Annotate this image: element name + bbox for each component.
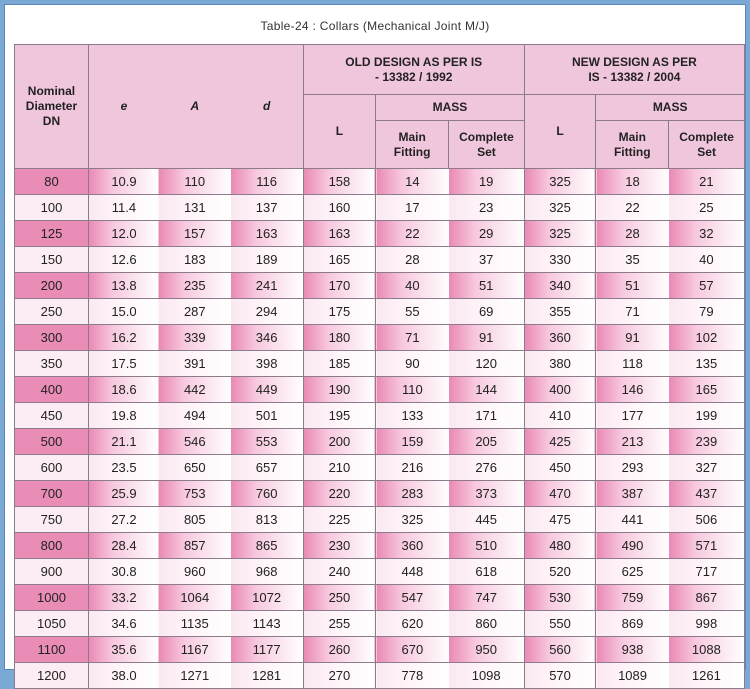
cell-A: 1271: [159, 663, 231, 689]
cell-new-L: 325: [524, 221, 596, 247]
cell-old-L: 200: [303, 429, 376, 455]
cell-A: 546: [159, 429, 231, 455]
cell-A: 753: [159, 481, 231, 507]
cell-new-complete-set: 57: [669, 273, 745, 299]
cell-old-complete-set: 69: [449, 299, 525, 325]
cell-A: 391: [159, 351, 231, 377]
cell-dn: 450: [15, 403, 89, 429]
cell-d: 189: [231, 247, 304, 273]
table-row: [15, 585, 745, 611]
cell-A: 183: [159, 247, 231, 273]
cell-old-L: 220: [303, 481, 376, 507]
cell-new-complete-set: 25: [669, 195, 745, 221]
cell-new-complete-set: 32: [669, 221, 745, 247]
cell-old-main-fitting: 778: [376, 663, 449, 689]
header-e: e: [88, 45, 159, 169]
cell-old-L: 158: [303, 169, 376, 195]
cell-dn: 600: [15, 455, 89, 481]
cell-new-L: 380: [524, 351, 596, 377]
cell-e: 21.1: [88, 429, 159, 455]
cell-A: 960: [159, 559, 231, 585]
cell-d: 137: [231, 195, 304, 221]
cell-old-L: 160: [303, 195, 376, 221]
cell-d: 865: [231, 533, 304, 559]
cell-e: 23.5: [88, 455, 159, 481]
cell-old-L: 165: [303, 247, 376, 273]
cell-old-L: 225: [303, 507, 376, 533]
cell-e: 35.6: [88, 637, 159, 663]
cell-old-L: 185: [303, 351, 376, 377]
table-row: [15, 507, 745, 533]
table-row: [15, 351, 745, 377]
cell-old-main-fitting: 620: [376, 611, 449, 637]
cell-new-main-fitting: 22: [596, 195, 669, 221]
table-row: [15, 533, 745, 559]
cell-A: 494: [159, 403, 231, 429]
cell-new-main-fitting: 869: [596, 611, 669, 637]
cell-new-complete-set: 165: [669, 377, 745, 403]
table-row: [15, 663, 745, 689]
cell-A: 339: [159, 325, 231, 351]
cell-old-main-fitting: 28: [376, 247, 449, 273]
cell-new-main-fitting: 51: [596, 273, 669, 299]
cell-A: 157: [159, 221, 231, 247]
cell-new-L: 570: [524, 663, 596, 689]
cell-d: 241: [231, 273, 304, 299]
cell-new-main-fitting: 35: [596, 247, 669, 273]
cell-new-main-fitting: 146: [596, 377, 669, 403]
cell-new-L: 530: [524, 585, 596, 611]
header-new-L: L: [524, 95, 596, 169]
cell-old-complete-set: 19: [449, 169, 525, 195]
cell-dn: 150: [15, 247, 89, 273]
cell-d: 449: [231, 377, 304, 403]
cell-d: 1281: [231, 663, 304, 689]
cell-old-complete-set: 276: [449, 455, 525, 481]
cell-old-main-fitting: 90: [376, 351, 449, 377]
header-old-complete-set: Complete Set: [449, 121, 525, 169]
cell-e: 28.4: [88, 533, 159, 559]
cell-old-complete-set: 510: [449, 533, 525, 559]
cell-new-main-fitting: 28: [596, 221, 669, 247]
cell-new-L: 480: [524, 533, 596, 559]
cell-new-complete-set: 135: [669, 351, 745, 377]
cell-old-L: 190: [303, 377, 376, 403]
cell-old-complete-set: 373: [449, 481, 525, 507]
cell-dn: 80: [15, 169, 89, 195]
cell-d: 398: [231, 351, 304, 377]
cell-old-complete-set: 23: [449, 195, 525, 221]
cell-old-L: 255: [303, 611, 376, 637]
cell-new-L: 400: [524, 377, 596, 403]
cell-old-complete-set: 618: [449, 559, 525, 585]
table-row: [15, 481, 745, 507]
cell-old-main-fitting: 110: [376, 377, 449, 403]
cell-A: 110: [159, 169, 231, 195]
cell-new-complete-set: 239: [669, 429, 745, 455]
table-row: [15, 273, 745, 299]
cell-old-complete-set: 37: [449, 247, 525, 273]
cell-new-complete-set: 199: [669, 403, 745, 429]
cell-old-main-fitting: 670: [376, 637, 449, 663]
cell-old-complete-set: 950: [449, 637, 525, 663]
table-row: [15, 559, 745, 585]
cell-old-complete-set: 1098: [449, 663, 525, 689]
cell-dn: 1050: [15, 611, 89, 637]
cell-new-complete-set: 327: [669, 455, 745, 481]
header-old-design: OLD DESIGN AS PER IS - 13382 / 1992: [303, 45, 524, 95]
cell-new-complete-set: 437: [669, 481, 745, 507]
cell-new-L: 470: [524, 481, 596, 507]
cell-new-main-fitting: 18: [596, 169, 669, 195]
cell-A: 650: [159, 455, 231, 481]
cell-new-L: 340: [524, 273, 596, 299]
cell-new-L: 520: [524, 559, 596, 585]
collars-table: [14, 44, 745, 689]
table-row: [15, 455, 745, 481]
cell-new-main-fitting: 625: [596, 559, 669, 585]
cell-d: 657: [231, 455, 304, 481]
table-row: [15, 403, 745, 429]
cell-A: 805: [159, 507, 231, 533]
cell-old-main-fitting: 547: [376, 585, 449, 611]
cell-dn: 500: [15, 429, 89, 455]
cell-new-L: 325: [524, 195, 596, 221]
cell-A: 1135: [159, 611, 231, 637]
header-new-design: NEW DESIGN AS PER IS - 13382 / 2004: [524, 45, 744, 95]
cell-new-main-fitting: 759: [596, 585, 669, 611]
cell-e: 11.4: [88, 195, 159, 221]
table-row: [15, 221, 745, 247]
cell-old-main-fitting: 325: [376, 507, 449, 533]
cell-old-L: 170: [303, 273, 376, 299]
cell-e: 34.6: [88, 611, 159, 637]
header-old-mass: MASS: [376, 95, 525, 121]
cell-e: 27.2: [88, 507, 159, 533]
cell-d: 760: [231, 481, 304, 507]
cell-e: 18.6: [88, 377, 159, 403]
table-row: [15, 169, 745, 195]
cell-A: 1167: [159, 637, 231, 663]
cell-new-complete-set: 506: [669, 507, 745, 533]
cell-old-main-fitting: 159: [376, 429, 449, 455]
cell-old-L: 175: [303, 299, 376, 325]
cell-dn: 700: [15, 481, 89, 507]
cell-old-L: 163: [303, 221, 376, 247]
cell-new-complete-set: 1261: [669, 663, 745, 689]
table-row: [15, 195, 745, 221]
cell-new-complete-set: 571: [669, 533, 745, 559]
header-new-mass: MASS: [596, 95, 745, 121]
header-new-main-fitting: Main Fitting: [596, 121, 669, 169]
cell-old-main-fitting: 133: [376, 403, 449, 429]
cell-old-L: 195: [303, 403, 376, 429]
cell-old-L: 250: [303, 585, 376, 611]
header-new-complete-set: Complete Set: [669, 121, 745, 169]
cell-old-main-fitting: 448: [376, 559, 449, 585]
cell-new-complete-set: 21: [669, 169, 745, 195]
cell-dn: 100: [15, 195, 89, 221]
cell-e: 15.0: [88, 299, 159, 325]
cell-old-L: 270: [303, 663, 376, 689]
cell-d: 294: [231, 299, 304, 325]
cell-A: 857: [159, 533, 231, 559]
cell-A: 131: [159, 195, 231, 221]
cell-dn: 300: [15, 325, 89, 351]
cell-dn: 250: [15, 299, 89, 325]
cell-new-complete-set: 102: [669, 325, 745, 351]
cell-e: 38.0: [88, 663, 159, 689]
cell-old-complete-set: 445: [449, 507, 525, 533]
cell-d: 346: [231, 325, 304, 351]
cell-new-L: 410: [524, 403, 596, 429]
cell-d: 501: [231, 403, 304, 429]
cell-old-main-fitting: 360: [376, 533, 449, 559]
cell-new-L: 425: [524, 429, 596, 455]
cell-new-main-fitting: 177: [596, 403, 669, 429]
cell-new-main-fitting: 71: [596, 299, 669, 325]
cell-d: 1072: [231, 585, 304, 611]
table-body: [15, 169, 745, 689]
cell-e: 13.8: [88, 273, 159, 299]
cell-e: 16.2: [88, 325, 159, 351]
cell-old-complete-set: 171: [449, 403, 525, 429]
cell-dn: 1100: [15, 637, 89, 663]
cell-old-complete-set: 747: [449, 585, 525, 611]
cell-d: 968: [231, 559, 304, 585]
cell-A: 235: [159, 273, 231, 299]
cell-new-main-fitting: 387: [596, 481, 669, 507]
cell-new-main-fitting: 213: [596, 429, 669, 455]
cell-new-L: 360: [524, 325, 596, 351]
cell-dn: 900: [15, 559, 89, 585]
cell-old-L: 230: [303, 533, 376, 559]
table-caption: Table-24 : Collars (Mechanical Joint M/J): [260, 19, 490, 33]
cell-new-complete-set: 1088: [669, 637, 745, 663]
cell-e: 25.9: [88, 481, 159, 507]
cell-dn: 125: [15, 221, 89, 247]
cell-new-L: 355: [524, 299, 596, 325]
cell-new-main-fitting: 118: [596, 351, 669, 377]
table-row: [15, 637, 745, 663]
cell-new-complete-set: 867: [669, 585, 745, 611]
cell-dn: 750: [15, 507, 89, 533]
cell-old-complete-set: 144: [449, 377, 525, 403]
header-nominal-diameter: Nominal Diameter DN: [15, 45, 89, 169]
cell-e: 12.6: [88, 247, 159, 273]
cell-new-complete-set: 717: [669, 559, 745, 585]
cell-old-L: 180: [303, 325, 376, 351]
cell-old-complete-set: 91: [449, 325, 525, 351]
table-row: [15, 429, 745, 455]
cell-A: 287: [159, 299, 231, 325]
table-row: [15, 299, 745, 325]
cell-dn: 200: [15, 273, 89, 299]
cell-d: 553: [231, 429, 304, 455]
table-frame: [4, 4, 746, 683]
cell-dn: 1000: [15, 585, 89, 611]
cell-dn: 350: [15, 351, 89, 377]
cell-old-complete-set: 51: [449, 273, 525, 299]
cell-old-L: 260: [303, 637, 376, 663]
cell-d: 1177: [231, 637, 304, 663]
cell-new-L: 330: [524, 247, 596, 273]
cell-new-complete-set: 79: [669, 299, 745, 325]
table-row: [15, 247, 745, 273]
cell-e: 12.0: [88, 221, 159, 247]
cell-e: 10.9: [88, 169, 159, 195]
header-old-L: L: [303, 95, 376, 169]
cell-new-complete-set: 40: [669, 247, 745, 273]
cell-old-main-fitting: 22: [376, 221, 449, 247]
cell-d: 116: [231, 169, 304, 195]
cell-old-complete-set: 120: [449, 351, 525, 377]
cell-new-L: 450: [524, 455, 596, 481]
cell-new-main-fitting: 293: [596, 455, 669, 481]
cell-d: 1143: [231, 611, 304, 637]
table-row: [15, 611, 745, 637]
cell-new-main-fitting: 91: [596, 325, 669, 351]
cell-old-complete-set: 860: [449, 611, 525, 637]
cell-A: 442: [159, 377, 231, 403]
cell-new-main-fitting: 441: [596, 507, 669, 533]
cell-new-L: 325: [524, 169, 596, 195]
cell-old-main-fitting: 216: [376, 455, 449, 481]
cell-new-L: 475: [524, 507, 596, 533]
header-old-main-fitting: Main Fitting: [376, 121, 449, 169]
cell-old-L: 210: [303, 455, 376, 481]
cell-new-complete-set: 998: [669, 611, 745, 637]
cell-old-L: 240: [303, 559, 376, 585]
table-row: [15, 325, 745, 351]
cell-old-complete-set: 29: [449, 221, 525, 247]
cell-dn: 800: [15, 533, 89, 559]
cell-old-main-fitting: 283: [376, 481, 449, 507]
cell-d: 813: [231, 507, 304, 533]
cell-old-main-fitting: 17: [376, 195, 449, 221]
header-d: d: [231, 45, 304, 169]
cell-new-main-fitting: 490: [596, 533, 669, 559]
cell-e: 19.8: [88, 403, 159, 429]
cell-new-L: 550: [524, 611, 596, 637]
cell-old-main-fitting: 40: [376, 273, 449, 299]
cell-old-main-fitting: 55: [376, 299, 449, 325]
cell-dn: 1200: [15, 663, 89, 689]
cell-new-main-fitting: 1089: [596, 663, 669, 689]
cell-old-main-fitting: 71: [376, 325, 449, 351]
cell-new-L: 560: [524, 637, 596, 663]
cell-d: 163: [231, 221, 304, 247]
cell-e: 17.5: [88, 351, 159, 377]
cell-new-main-fitting: 938: [596, 637, 669, 663]
cell-dn: 400: [15, 377, 89, 403]
cell-old-main-fitting: 14: [376, 169, 449, 195]
cell-e: 33.2: [88, 585, 159, 611]
cell-e: 30.8: [88, 559, 159, 585]
cell-A: 1064: [159, 585, 231, 611]
cell-old-complete-set: 205: [449, 429, 525, 455]
header-A: A: [159, 45, 231, 169]
table-row: [15, 377, 745, 403]
